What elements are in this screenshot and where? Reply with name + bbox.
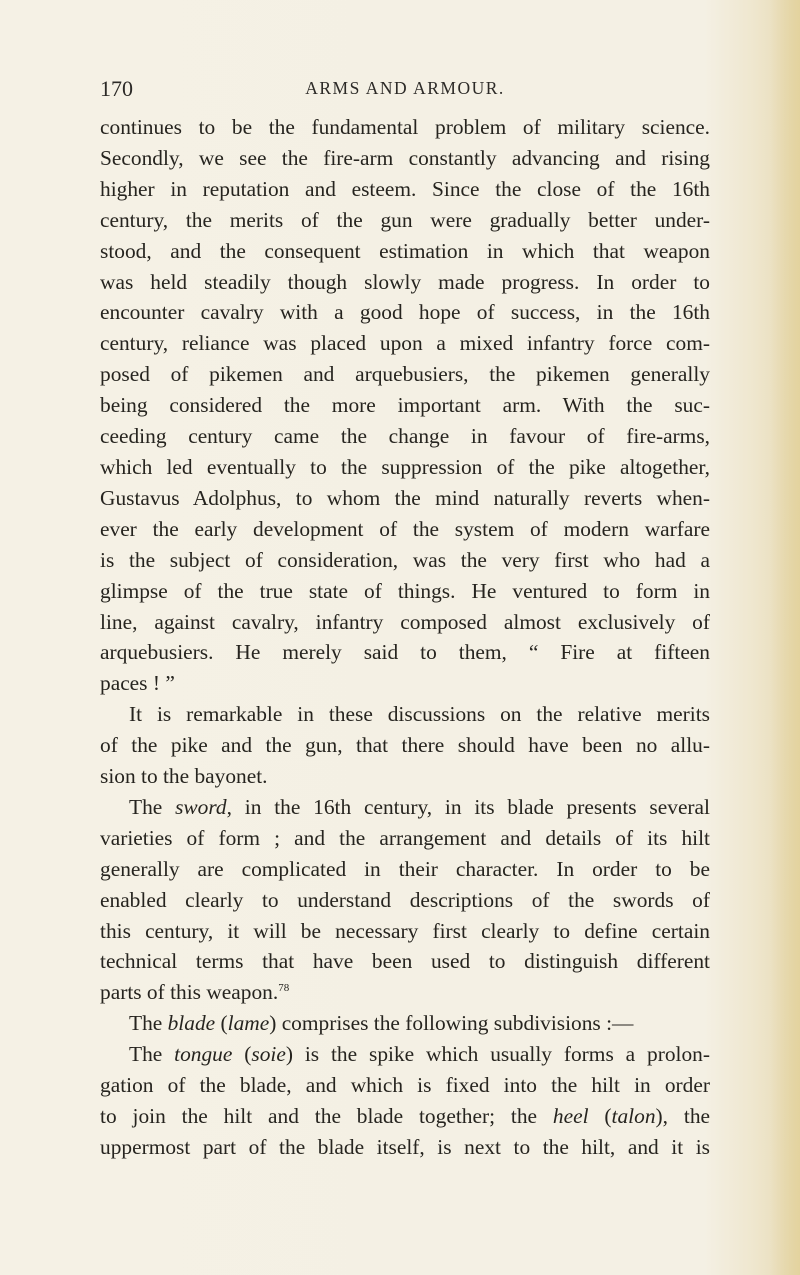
text-line: Secondly, we see the fire-arm constantly advancing and rising [100, 145, 710, 170]
text-line: to join the hilt and the blade together; the heel (talon), the [100, 1104, 711, 1128]
text-line: varieties of form ; and the arrangement and details of its hilt [100, 825, 710, 850]
text-line: of the pike and the gun, that there should have been no allu- [100, 733, 710, 758]
text-line: century, the merits of the gun were gradually better under- [100, 207, 710, 232]
text-line: line, against cavalry, infantry composed almost exclusively of [100, 609, 710, 634]
text-line: parts of this weapon.$^{78}$ [100, 980, 290, 1005]
text-line: continues to be the fundamental problem of military science. [100, 115, 710, 139]
text-line: gation of the blade, and which is fixed into the hilt in order [100, 1073, 710, 1098]
text-line: which led eventually to the suppression of the pike altogether, [100, 454, 710, 479]
text-line: posed of pikemen and arquebusiers, the pikemen generally [100, 362, 710, 387]
text-line: uppermost part of the blade itself, is next to the hilt, and it is [100, 1134, 710, 1159]
text-line: generally are complicated in their character. In order to be [100, 856, 710, 881]
text-line: stood, and the consequent estimation in which that weapon [100, 238, 710, 263]
text-line: this century, it will be necessary first clearly to define certain [100, 918, 710, 943]
text-line: higher in reputation and esteem. Since the close of the 16th [100, 176, 710, 201]
text-line: was held steadily though slowly made progress. In order to [100, 269, 710, 294]
text-line: sion to the bayonet. [100, 764, 268, 789]
text-line: The sword, in the 16th century, in its blade presents several [129, 794, 710, 819]
page-number: 170 [100, 76, 133, 101]
text-line: enabled clearly to understand descriptions of the swords of [100, 887, 710, 912]
text-line: being considered the more important arm. With the suc- [100, 393, 710, 418]
text-line: The tongue (soie) is the spike which usually forms a prolon- [129, 1042, 710, 1067]
body-text [100, 112, 710, 1163]
running-title: ARMS AND ARMOUR. [305, 78, 505, 98]
text-line: paces ! ” [100, 671, 175, 696]
text-line: encounter cavalry with a good hope of success, in the 16th [100, 300, 710, 325]
text-line: century, reliance was placed upon a mixed infantry force com- [100, 331, 710, 356]
text-line: It is remarkable in these discussions on the relative merits [129, 702, 710, 727]
text-line: is the subject of consideration, was the very first who had a [100, 547, 710, 572]
text-line: arquebusiers. He merely said to them, “ Fire at fifteen [100, 640, 710, 665]
text-line: glimpse of the true state of things. He ventured to form in [100, 578, 710, 603]
text-line: technical terms that have been used to distinguish different [100, 949, 710, 974]
text-line: ever the early development of the system of modern warfare [100, 516, 710, 541]
page-header [100, 76, 710, 106]
text-line: Gustavus Adolphus, to whom the mind naturally reverts when- [100, 485, 710, 510]
text-line: The blade (lame) comprises the following subdivisions :— [129, 1011, 634, 1036]
page-edge-shading [770, 0, 800, 1275]
text-line: ceeding century came the change in favour of fire-arms, [100, 424, 710, 449]
